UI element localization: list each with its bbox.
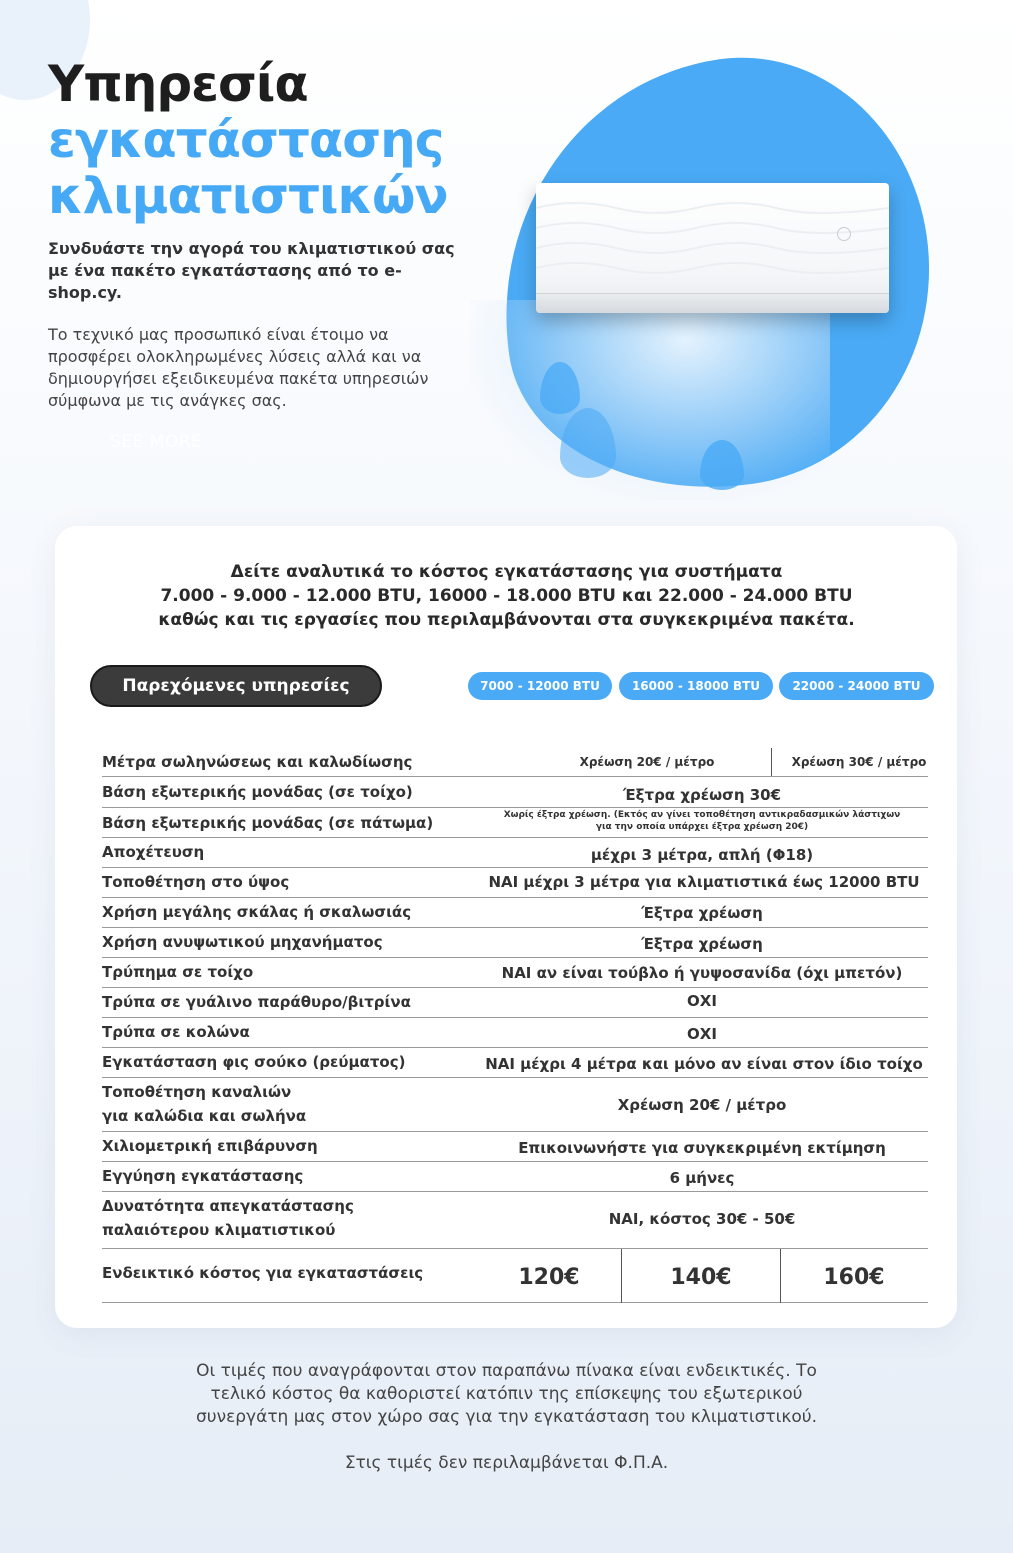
row-label: Χρήση μεγάλης σκάλας ή σκαλωσιάς [102,903,412,921]
row-label: Μέτρα σωληνώσεως και καλωδίωσης [102,753,413,771]
hero-title-line3: κλιματιστικών [48,167,448,225]
row-label: Τρύπα σε γυάλινο παράθυρο/βιτρίνα [102,993,411,1011]
price-16000-18000: 140€ [670,1265,732,1290]
price-7000-12000: 120€ [518,1265,580,1290]
table-row [102,838,928,868]
price-row [102,1249,928,1303]
row-value: Επικοινωνήστε για συγκεκριμένη εκτίμηση [518,1139,886,1157]
table-row [102,1132,928,1162]
footer-note [0,1360,1013,1429]
row-label: Βάση εξωτερικής μονάδας (σε πάτωμα) [102,814,434,832]
row-label-line2: παλαιότερου κλιματιστικού [102,1221,336,1239]
row-label: Χιλιομετρική επιβάρυνση [102,1137,318,1155]
row-label: Αποχέτευση [102,843,205,861]
hero-title-line2: εγκατάστασης [48,111,444,169]
ac-display-icon [837,227,851,241]
column-divider [780,1249,781,1303]
footer-vat: Στις τιμές δεν περιλαμβάνεται Φ.Π.Α. [344,1453,669,1473]
table-row [102,1078,928,1132]
card-heading-line2: 7.000 - 9.000 - 12.000 BTU, 16000 - 18.000 BTU και 22.000 - 24.000 BTU [160,586,853,606]
table-row [102,1162,928,1192]
row-value: Χρέωση 20€ / μέτρο [617,1096,787,1114]
row-label: Εγγύηση εγκατάστασης [102,1167,304,1185]
price-label: Ενδεικτικό κόστος για εγκαταστάσεις [102,1264,424,1282]
row-value-small: Χρέωση 20€ / μέτρο [579,755,715,769]
row-value: Έξτρα χρέωση 30€ [622,786,782,804]
air-conditioner-illustration [536,183,889,313]
table-row [102,988,928,1018]
table-row [102,958,928,988]
btu-tab-7000-12000[interactable]: 7000 - 12000 BTU [468,672,612,700]
row-label-line1: Δυνατότητα απεγκατάστασης [102,1197,354,1215]
row-label: Βάση εξωτερικής μονάδας (σε τοίχο) [102,783,413,801]
table-row [102,898,928,928]
table-row [102,928,928,958]
card-heading [0,560,1013,632]
column-divider [621,1249,622,1303]
table-row [102,868,928,898]
hero-title [48,56,508,224]
hero-intro: Συνδυάστε την αγορά του κλιματιστικού σας με ένα πακέτο εγκατάστασης από το e-shop.cy. [48,239,455,302]
row-value-line1: Χωρίς έξτρα χρέωση. (Εκτός αν γίνει τοποθέτηση αντικραδασμικών λάστιχων [503,810,901,820]
see-more-link[interactable]: SEE MORE [110,432,203,452]
hero-body: Το τεχνικό μας προσωπικό είναι έτοιμο να προσφέρει ολοκληρωμένες λύσεις αλλά και να δημιουργήσει εξειδικευμένα πακέτα υπηρεσιών σύμφωνα με τις ανάγκες σας. [48,325,429,410]
row-value-large: Χρέωση 30€ / μέτρο [791,755,927,769]
price-22000-24000: 160€ [823,1265,885,1290]
footer-line1: Οι τιμές που αναγράφονται στον παραπάνω πίνακα είναι ενδεικτικές. Το [196,1361,817,1381]
row-value: 6 μήνες [669,1169,735,1187]
row-label: Τοποθέτηση στο ύψος [102,873,290,891]
table-row [102,1018,928,1048]
row-value: ΟΧΙ [687,1025,717,1043]
btu-tab-22000-24000[interactable]: 22000 - 24000 BTU [779,672,934,700]
row-label-line2: για καλώδια και σωλήνα [102,1107,307,1125]
row-label: Τρύπημα σε τοίχο [102,963,254,981]
row-value-line2: για την οποία υπάρχει έξτρα χρέωση 20€) [595,822,809,832]
ac-vent [536,293,889,313]
row-value: ΝΑΙ μέχρι 3 μέτρα για κλιματιστικά έως 12000 BTU [488,873,920,891]
row-value: ΟΧΙ [687,992,717,1010]
column-divider [771,748,772,776]
row-label: Χρήση ανυψωτικού μηχανήματος [102,933,383,951]
card-heading-line3: καθώς και τις εργασίες που περιλαμβάνονται στα συγκεκριμένα πακέτα. [158,610,855,630]
hero-title-line1: Υπηρεσία [48,55,308,113]
row-value: ΝΑΙ, κόστος 30€ - 50€ [608,1210,796,1228]
services-label-pill: Παρεχόμενες υπηρεσίες [90,665,382,707]
table-row [102,777,928,808]
footer-line3: συνεργάτη μας στον χώρο σας για την εγκατάσταση του κλιματιστικού. [195,1407,818,1427]
airflow-illustration [470,300,830,500]
row-value: ΝΑΙ αν είναι τούβλο ή γυψοσανίδα (όχι μπετόν) [501,964,903,982]
row-label: Εγκατάσταση φις σούκο (ρεύματος) [102,1053,406,1071]
row-label-line1: Τοποθέτηση καναλιών [102,1083,292,1101]
row-label: Τρύπα σε κολώνα [102,1023,250,1041]
table-row [102,1048,928,1078]
row-value: μέχρι 3 μέτρα, απλή (Φ18) [590,846,814,864]
card-heading-line1: Δείτε αναλυτικά το κόστος εγκατάστασης για συστήματα [230,562,783,582]
footer-line2: τελικό κόστος θα καθοριστεί κατόπιν της επίσκεψης του εξωτερικού [210,1384,803,1404]
row-value: ΝΑΙ μέχρι 4 μέτρα και μόνο αν είναι στον ίδιο τοίχο [485,1055,923,1073]
btu-tab-16000-18000[interactable]: 16000 - 18000 BTU [619,672,773,700]
row-value: Έξτρα χρέωση [641,904,763,922]
table-row [102,1192,928,1249]
table-row [102,748,928,777]
table-row [102,808,928,838]
row-value: Έξτρα χρέωση [641,935,763,953]
